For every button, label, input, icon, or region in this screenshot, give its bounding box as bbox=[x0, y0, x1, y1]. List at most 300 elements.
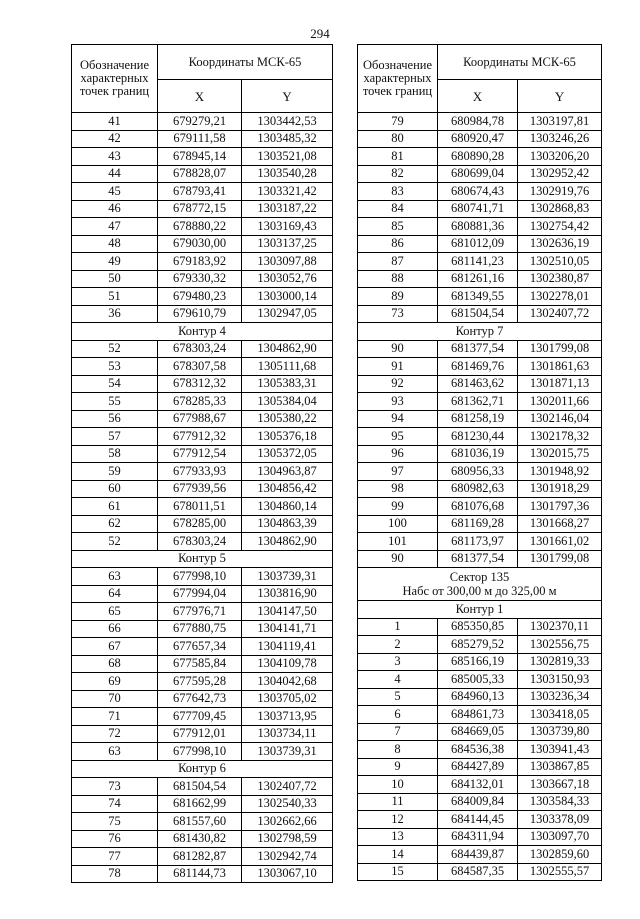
point-id-cell: 75 bbox=[72, 813, 158, 831]
x-coordinate-cell: 681377,54 bbox=[438, 340, 518, 358]
point-id-cell: 56 bbox=[72, 410, 158, 428]
point-id-cell: 7 bbox=[358, 723, 438, 741]
point-id-cell: 93 bbox=[358, 393, 438, 411]
point-id-cell: 90 bbox=[358, 340, 438, 358]
point-id-cell: 55 bbox=[72, 393, 158, 411]
table-row bbox=[358, 688, 602, 706]
y-coordinate-cell: 1304862,90 bbox=[242, 533, 333, 551]
table-row bbox=[72, 113, 333, 131]
y-coordinate-cell: 1303442,53 bbox=[242, 113, 333, 131]
y-coordinate-cell: 1304109,78 bbox=[242, 655, 333, 673]
y-coordinate-cell: 1301797,36 bbox=[518, 498, 602, 516]
x-coordinate-cell: 677994,04 bbox=[158, 585, 242, 603]
x-coordinate-cell: 679279,21 bbox=[158, 113, 242, 131]
y-coordinate-cell: 1303150,93 bbox=[518, 671, 602, 689]
x-coordinate-cell: 680984,78 bbox=[438, 113, 518, 131]
table-row bbox=[72, 165, 333, 183]
point-id-cell: 95 bbox=[358, 428, 438, 446]
section-title bbox=[358, 601, 602, 619]
x-coordinate-cell: 681469,76 bbox=[438, 358, 518, 376]
point-id-cell: 97 bbox=[358, 463, 438, 481]
x-coordinate-cell: 684439,87 bbox=[438, 846, 518, 864]
y-coordinate-cell: 1302919,76 bbox=[518, 183, 602, 201]
x-coordinate-cell: 679610,79 bbox=[158, 305, 242, 323]
y-coordinate-cell: 1301948,92 bbox=[518, 463, 602, 481]
point-id-cell: 73 bbox=[358, 305, 438, 323]
x-coordinate-cell: 678285,33 bbox=[158, 393, 242, 411]
table-row bbox=[72, 673, 333, 691]
point-id-cell: 65 bbox=[72, 603, 158, 621]
table-row bbox=[358, 235, 602, 253]
point-id-cell: 52 bbox=[72, 533, 158, 551]
table-row bbox=[72, 865, 333, 883]
y-coordinate-cell: 1301918,29 bbox=[518, 480, 602, 498]
table-row bbox=[72, 130, 333, 148]
section-row bbox=[72, 550, 333, 568]
x-coordinate-cell: 684960,13 bbox=[438, 688, 518, 706]
section-row bbox=[358, 323, 602, 341]
x-coordinate-cell: 678312,32 bbox=[158, 375, 242, 393]
table-row bbox=[72, 148, 333, 166]
y-coordinate-cell: 1303667,18 bbox=[518, 776, 602, 794]
x-coordinate-cell: 678303,24 bbox=[158, 340, 242, 358]
table-row bbox=[358, 723, 602, 741]
table-row bbox=[358, 533, 602, 551]
point-id-cell: 1 bbox=[358, 618, 438, 636]
x-coordinate-cell: 679030,00 bbox=[158, 235, 242, 253]
table-row bbox=[72, 358, 333, 376]
x-coordinate-cell: 677939,56 bbox=[158, 480, 242, 498]
table-row bbox=[72, 620, 333, 638]
y-coordinate-cell: 1305384,04 bbox=[242, 393, 333, 411]
table-row bbox=[72, 725, 333, 743]
table-row bbox=[358, 165, 602, 183]
x-coordinate-cell: 678828,07 bbox=[158, 165, 242, 183]
y-coordinate-cell: 1301668,27 bbox=[518, 515, 602, 533]
y-coordinate-cell: 1302510,05 bbox=[518, 253, 602, 271]
point-id-cell: 96 bbox=[358, 445, 438, 463]
y-coordinate-cell: 1303584,33 bbox=[518, 793, 602, 811]
x-coordinate-cell: 681377,54 bbox=[438, 550, 518, 568]
y-coordinate-cell: 1304963,87 bbox=[242, 463, 333, 481]
table-row bbox=[358, 393, 602, 411]
x-coordinate-cell: 680920,47 bbox=[438, 130, 518, 148]
table-row bbox=[72, 778, 333, 796]
point-id-cell: 5 bbox=[358, 688, 438, 706]
x-coordinate-cell: 685166,19 bbox=[438, 653, 518, 671]
table-row bbox=[358, 671, 602, 689]
section-row bbox=[358, 601, 602, 619]
x-coordinate-cell: 681504,54 bbox=[438, 305, 518, 323]
x-coordinate-cell: 684144,45 bbox=[438, 811, 518, 829]
y-coordinate-cell: 1303067,10 bbox=[242, 865, 333, 883]
y-coordinate-cell: 1304119,41 bbox=[242, 638, 333, 656]
section-row bbox=[72, 760, 333, 778]
point-id-cell: 14 bbox=[358, 846, 438, 864]
point-id-cell: 4 bbox=[358, 671, 438, 689]
header-designation: Обозначение характерных точек границ bbox=[358, 45, 438, 113]
point-id-cell: 60 bbox=[72, 480, 158, 498]
x-coordinate-cell: 677976,71 bbox=[158, 603, 242, 621]
x-coordinate-cell: 681036,19 bbox=[438, 445, 518, 463]
y-coordinate-cell: 1303485,32 bbox=[242, 130, 333, 148]
table-row bbox=[72, 375, 333, 393]
y-coordinate-cell: 1305383,31 bbox=[242, 375, 333, 393]
point-id-cell: 69 bbox=[72, 673, 158, 691]
table-row bbox=[358, 183, 602, 201]
x-coordinate-cell: 680881,36 bbox=[438, 218, 518, 236]
x-coordinate-cell: 685279,52 bbox=[438, 636, 518, 654]
y-coordinate-cell: 1304862,90 bbox=[242, 340, 333, 358]
point-id-cell: 79 bbox=[358, 113, 438, 131]
x-coordinate-cell: 678011,51 bbox=[158, 498, 242, 516]
point-id-cell: 67 bbox=[72, 638, 158, 656]
y-coordinate-cell: 1302278,01 bbox=[518, 288, 602, 306]
x-coordinate-cell: 677657,34 bbox=[158, 638, 242, 656]
point-id-cell: 62 bbox=[72, 515, 158, 533]
table-row bbox=[358, 498, 602, 516]
x-coordinate-cell: 679330,32 bbox=[158, 270, 242, 288]
table-row bbox=[358, 480, 602, 498]
x-coordinate-cell: 678772,15 bbox=[158, 200, 242, 218]
y-coordinate-cell: 1303941,43 bbox=[518, 741, 602, 759]
point-id-cell: 3 bbox=[358, 653, 438, 671]
section-subtitle-line: Набс от 300,00 м до 325,00 м bbox=[402, 584, 557, 598]
y-coordinate-cell: 1301871,13 bbox=[518, 375, 602, 393]
table-row bbox=[72, 638, 333, 656]
point-id-cell: 89 bbox=[358, 288, 438, 306]
x-coordinate-cell: 677709,45 bbox=[158, 708, 242, 726]
point-id-cell: 68 bbox=[72, 655, 158, 673]
table-row bbox=[358, 463, 602, 481]
table-row bbox=[358, 375, 602, 393]
x-coordinate-cell: 681463,62 bbox=[438, 375, 518, 393]
y-coordinate-cell: 1303739,31 bbox=[242, 743, 333, 761]
y-coordinate-cell: 1304147,50 bbox=[242, 603, 333, 621]
table-row bbox=[358, 653, 602, 671]
point-id-cell: 94 bbox=[358, 410, 438, 428]
point-id-cell: 81 bbox=[358, 148, 438, 166]
point-id-cell: 51 bbox=[72, 288, 158, 306]
x-coordinate-cell: 681076,68 bbox=[438, 498, 518, 516]
table-row bbox=[72, 218, 333, 236]
point-id-cell: 15 bbox=[358, 863, 438, 881]
section-row bbox=[358, 568, 602, 601]
point-id-cell: 64 bbox=[72, 585, 158, 603]
x-coordinate-cell: 677933,93 bbox=[158, 463, 242, 481]
table-row bbox=[358, 706, 602, 724]
point-id-cell: 2 bbox=[358, 636, 438, 654]
y-coordinate-cell: 1304042,68 bbox=[242, 673, 333, 691]
x-coordinate-cell: 678285,00 bbox=[158, 515, 242, 533]
table-row bbox=[72, 428, 333, 446]
point-id-cell: 86 bbox=[358, 235, 438, 253]
y-coordinate-cell: 1303169,43 bbox=[242, 218, 333, 236]
y-coordinate-cell: 1304863,39 bbox=[242, 515, 333, 533]
x-coordinate-cell: 680741,71 bbox=[438, 200, 518, 218]
header-y: Y bbox=[518, 80, 602, 113]
x-coordinate-cell: 681012,09 bbox=[438, 235, 518, 253]
section-title-line: Контур 5 bbox=[178, 551, 226, 566]
y-coordinate-cell: 1302380,87 bbox=[518, 270, 602, 288]
point-id-cell: 11 bbox=[358, 793, 438, 811]
table-row bbox=[358, 288, 602, 306]
x-coordinate-cell: 684009,84 bbox=[438, 793, 518, 811]
table-row bbox=[72, 690, 333, 708]
table-row bbox=[358, 550, 602, 568]
x-coordinate-cell: 680674,43 bbox=[438, 183, 518, 201]
point-id-cell: 42 bbox=[72, 130, 158, 148]
section-title bbox=[72, 550, 333, 568]
point-id-cell: 84 bbox=[358, 200, 438, 218]
y-coordinate-cell: 1303187,22 bbox=[242, 200, 333, 218]
table-row bbox=[72, 463, 333, 481]
x-coordinate-cell: 681144,73 bbox=[158, 865, 242, 883]
point-id-cell: 41 bbox=[72, 113, 158, 131]
x-coordinate-cell: 684587,35 bbox=[438, 863, 518, 881]
point-id-cell: 82 bbox=[358, 165, 438, 183]
point-id-cell: 61 bbox=[72, 498, 158, 516]
table-row bbox=[358, 340, 602, 358]
point-id-cell: 72 bbox=[72, 725, 158, 743]
table-row bbox=[358, 445, 602, 463]
point-id-cell: 43 bbox=[72, 148, 158, 166]
point-id-cell: 12 bbox=[358, 811, 438, 829]
y-coordinate-cell: 1301799,08 bbox=[518, 340, 602, 358]
y-coordinate-cell: 1303052,76 bbox=[242, 270, 333, 288]
x-coordinate-cell: 685350,85 bbox=[438, 618, 518, 636]
point-id-cell: 58 bbox=[72, 445, 158, 463]
y-coordinate-cell: 1303097,88 bbox=[242, 253, 333, 271]
table-row bbox=[72, 830, 333, 848]
header-x: X bbox=[438, 80, 518, 113]
y-coordinate-cell: 1303867,85 bbox=[518, 758, 602, 776]
point-id-cell: 50 bbox=[72, 270, 158, 288]
point-id-cell: 44 bbox=[72, 165, 158, 183]
point-id-cell: 48 bbox=[72, 235, 158, 253]
point-id-cell: 66 bbox=[72, 620, 158, 638]
x-coordinate-cell: 681230,44 bbox=[438, 428, 518, 446]
x-coordinate-cell: 679183,92 bbox=[158, 253, 242, 271]
point-id-cell: 59 bbox=[72, 463, 158, 481]
x-coordinate-cell: 684669,05 bbox=[438, 723, 518, 741]
table-row bbox=[72, 445, 333, 463]
y-coordinate-cell: 1302556,75 bbox=[518, 636, 602, 654]
point-id-cell: 52 bbox=[72, 340, 158, 358]
point-id-cell: 76 bbox=[72, 830, 158, 848]
point-id-cell: 101 bbox=[358, 533, 438, 551]
point-id-cell: 90 bbox=[358, 550, 438, 568]
y-coordinate-cell: 1305380,22 bbox=[242, 410, 333, 428]
x-coordinate-cell: 677912,32 bbox=[158, 428, 242, 446]
table-row bbox=[358, 410, 602, 428]
point-id-cell: 77 bbox=[72, 848, 158, 866]
y-coordinate-cell: 1302407,72 bbox=[242, 778, 333, 796]
section-title-line: Контур 4 bbox=[178, 323, 226, 338]
section-title bbox=[358, 568, 602, 601]
x-coordinate-cell: 681169,28 bbox=[438, 515, 518, 533]
table-body-right bbox=[358, 113, 602, 881]
table-row bbox=[72, 305, 333, 323]
table-row bbox=[358, 428, 602, 446]
header-x: X bbox=[158, 80, 242, 113]
header-coordinates: Координаты МСК-65 bbox=[158, 45, 333, 80]
y-coordinate-cell: 1303097,70 bbox=[518, 828, 602, 846]
page-number: 294 bbox=[310, 26, 330, 41]
y-coordinate-cell: 1303236,34 bbox=[518, 688, 602, 706]
y-coordinate-cell: 1302370,11 bbox=[518, 618, 602, 636]
table-row bbox=[72, 340, 333, 358]
point-id-cell: 53 bbox=[72, 358, 158, 376]
point-id-cell: 71 bbox=[72, 708, 158, 726]
point-id-cell: 10 bbox=[358, 776, 438, 794]
table-row bbox=[72, 813, 333, 831]
y-coordinate-cell: 1302819,33 bbox=[518, 653, 602, 671]
section-row bbox=[72, 323, 333, 341]
x-coordinate-cell: 681504,54 bbox=[158, 778, 242, 796]
y-coordinate-cell: 1303739,80 bbox=[518, 723, 602, 741]
table-row bbox=[358, 618, 602, 636]
section-title-line: Контур 6 bbox=[178, 761, 226, 776]
x-coordinate-cell: 684536,38 bbox=[438, 741, 518, 759]
point-id-cell: 100 bbox=[358, 515, 438, 533]
x-coordinate-cell: 677585,84 bbox=[158, 655, 242, 673]
table-row bbox=[72, 410, 333, 428]
y-coordinate-cell: 1302952,42 bbox=[518, 165, 602, 183]
table-row bbox=[72, 585, 333, 603]
x-coordinate-cell: 684861,73 bbox=[438, 706, 518, 724]
table-row bbox=[358, 758, 602, 776]
point-id-cell: 70 bbox=[72, 690, 158, 708]
point-id-cell: 63 bbox=[72, 743, 158, 761]
table-row bbox=[72, 253, 333, 271]
y-coordinate-cell: 1303739,31 bbox=[242, 568, 333, 586]
point-id-cell: 74 bbox=[72, 795, 158, 813]
table-row bbox=[358, 846, 602, 864]
y-coordinate-cell: 1304860,14 bbox=[242, 498, 333, 516]
coordinates-table-left bbox=[71, 44, 333, 883]
table-row bbox=[72, 568, 333, 586]
x-coordinate-cell: 678880,22 bbox=[158, 218, 242, 236]
table-row bbox=[358, 776, 602, 794]
table-body-left bbox=[72, 113, 333, 883]
y-coordinate-cell: 1303000,14 bbox=[242, 288, 333, 306]
y-coordinate-cell: 1303206,20 bbox=[518, 148, 602, 166]
point-id-cell: 63 bbox=[72, 568, 158, 586]
y-coordinate-cell: 1304141,71 bbox=[242, 620, 333, 638]
header-coordinates: Координаты МСК-65 bbox=[438, 45, 602, 80]
point-id-cell: 88 bbox=[358, 270, 438, 288]
table-row bbox=[358, 200, 602, 218]
point-id-cell: 47 bbox=[72, 218, 158, 236]
table-row bbox=[72, 603, 333, 621]
table-row bbox=[72, 533, 333, 551]
x-coordinate-cell: 681282,87 bbox=[158, 848, 242, 866]
y-coordinate-cell: 1303521,08 bbox=[242, 148, 333, 166]
table-row bbox=[72, 795, 333, 813]
y-coordinate-cell: 1302636,19 bbox=[518, 235, 602, 253]
x-coordinate-cell: 680956,33 bbox=[438, 463, 518, 481]
y-coordinate-cell: 1303418,05 bbox=[518, 706, 602, 724]
table-row bbox=[358, 305, 602, 323]
table-row bbox=[358, 811, 602, 829]
y-coordinate-cell: 1303197,81 bbox=[518, 113, 602, 131]
table-row bbox=[358, 218, 602, 236]
x-coordinate-cell: 679480,23 bbox=[158, 288, 242, 306]
x-coordinate-cell: 681173,97 bbox=[438, 533, 518, 551]
point-id-cell: 92 bbox=[358, 375, 438, 393]
y-coordinate-cell: 1303705,02 bbox=[242, 690, 333, 708]
point-id-cell: 49 bbox=[72, 253, 158, 271]
table-row bbox=[72, 708, 333, 726]
point-id-cell: 8 bbox=[358, 741, 438, 759]
x-coordinate-cell: 678303,24 bbox=[158, 533, 242, 551]
y-coordinate-cell: 1302859,60 bbox=[518, 846, 602, 864]
point-id-cell: 73 bbox=[72, 778, 158, 796]
y-coordinate-cell: 1303816,90 bbox=[242, 585, 333, 603]
table-row bbox=[72, 848, 333, 866]
y-coordinate-cell: 1302015,75 bbox=[518, 445, 602, 463]
point-id-cell: 91 bbox=[358, 358, 438, 376]
table-row bbox=[72, 655, 333, 673]
point-id-cell: 9 bbox=[358, 758, 438, 776]
table-row bbox=[358, 636, 602, 654]
x-coordinate-cell: 677880,75 bbox=[158, 620, 242, 638]
section-title-line: Контур 1 bbox=[455, 601, 504, 616]
table-row bbox=[72, 393, 333, 411]
table-row bbox=[72, 743, 333, 761]
section-title-line: Сектор 135 bbox=[449, 570, 510, 584]
y-coordinate-cell: 1302942,74 bbox=[242, 848, 333, 866]
x-coordinate-cell: 681349,55 bbox=[438, 288, 518, 306]
x-coordinate-cell: 677988,67 bbox=[158, 410, 242, 428]
y-coordinate-cell: 1301799,08 bbox=[518, 550, 602, 568]
x-coordinate-cell: 679111,58 bbox=[158, 130, 242, 148]
y-coordinate-cell: 1303378,09 bbox=[518, 811, 602, 829]
y-coordinate-cell: 1302407,72 bbox=[518, 305, 602, 323]
x-coordinate-cell: 685005,33 bbox=[438, 671, 518, 689]
header-y: Y bbox=[242, 80, 333, 113]
table-row bbox=[358, 270, 602, 288]
coordinates-table-right bbox=[357, 44, 602, 881]
table-row bbox=[358, 741, 602, 759]
y-coordinate-cell: 1302146,04 bbox=[518, 410, 602, 428]
section-title bbox=[72, 760, 333, 778]
x-coordinate-cell: 678793,41 bbox=[158, 183, 242, 201]
table-row bbox=[358, 828, 602, 846]
table-row bbox=[358, 863, 602, 881]
y-coordinate-cell: 1303246,26 bbox=[518, 130, 602, 148]
point-id-cell: 45 bbox=[72, 183, 158, 201]
table-row bbox=[72, 480, 333, 498]
section-title bbox=[358, 323, 602, 341]
table-row bbox=[358, 358, 602, 376]
x-coordinate-cell: 681557,60 bbox=[158, 813, 242, 831]
x-coordinate-cell: 684132,01 bbox=[438, 776, 518, 794]
x-coordinate-cell: 681662,99 bbox=[158, 795, 242, 813]
table-row bbox=[358, 515, 602, 533]
x-coordinate-cell: 681430,82 bbox=[158, 830, 242, 848]
table-row bbox=[72, 235, 333, 253]
x-coordinate-cell: 681261,16 bbox=[438, 270, 518, 288]
point-id-cell: 6 bbox=[358, 706, 438, 724]
table-row bbox=[72, 498, 333, 516]
x-coordinate-cell: 677912,01 bbox=[158, 725, 242, 743]
point-id-cell: 54 bbox=[72, 375, 158, 393]
section-title-line: Контур 7 bbox=[455, 323, 504, 338]
y-coordinate-cell: 1303713,95 bbox=[242, 708, 333, 726]
x-coordinate-cell: 684427,89 bbox=[438, 758, 518, 776]
